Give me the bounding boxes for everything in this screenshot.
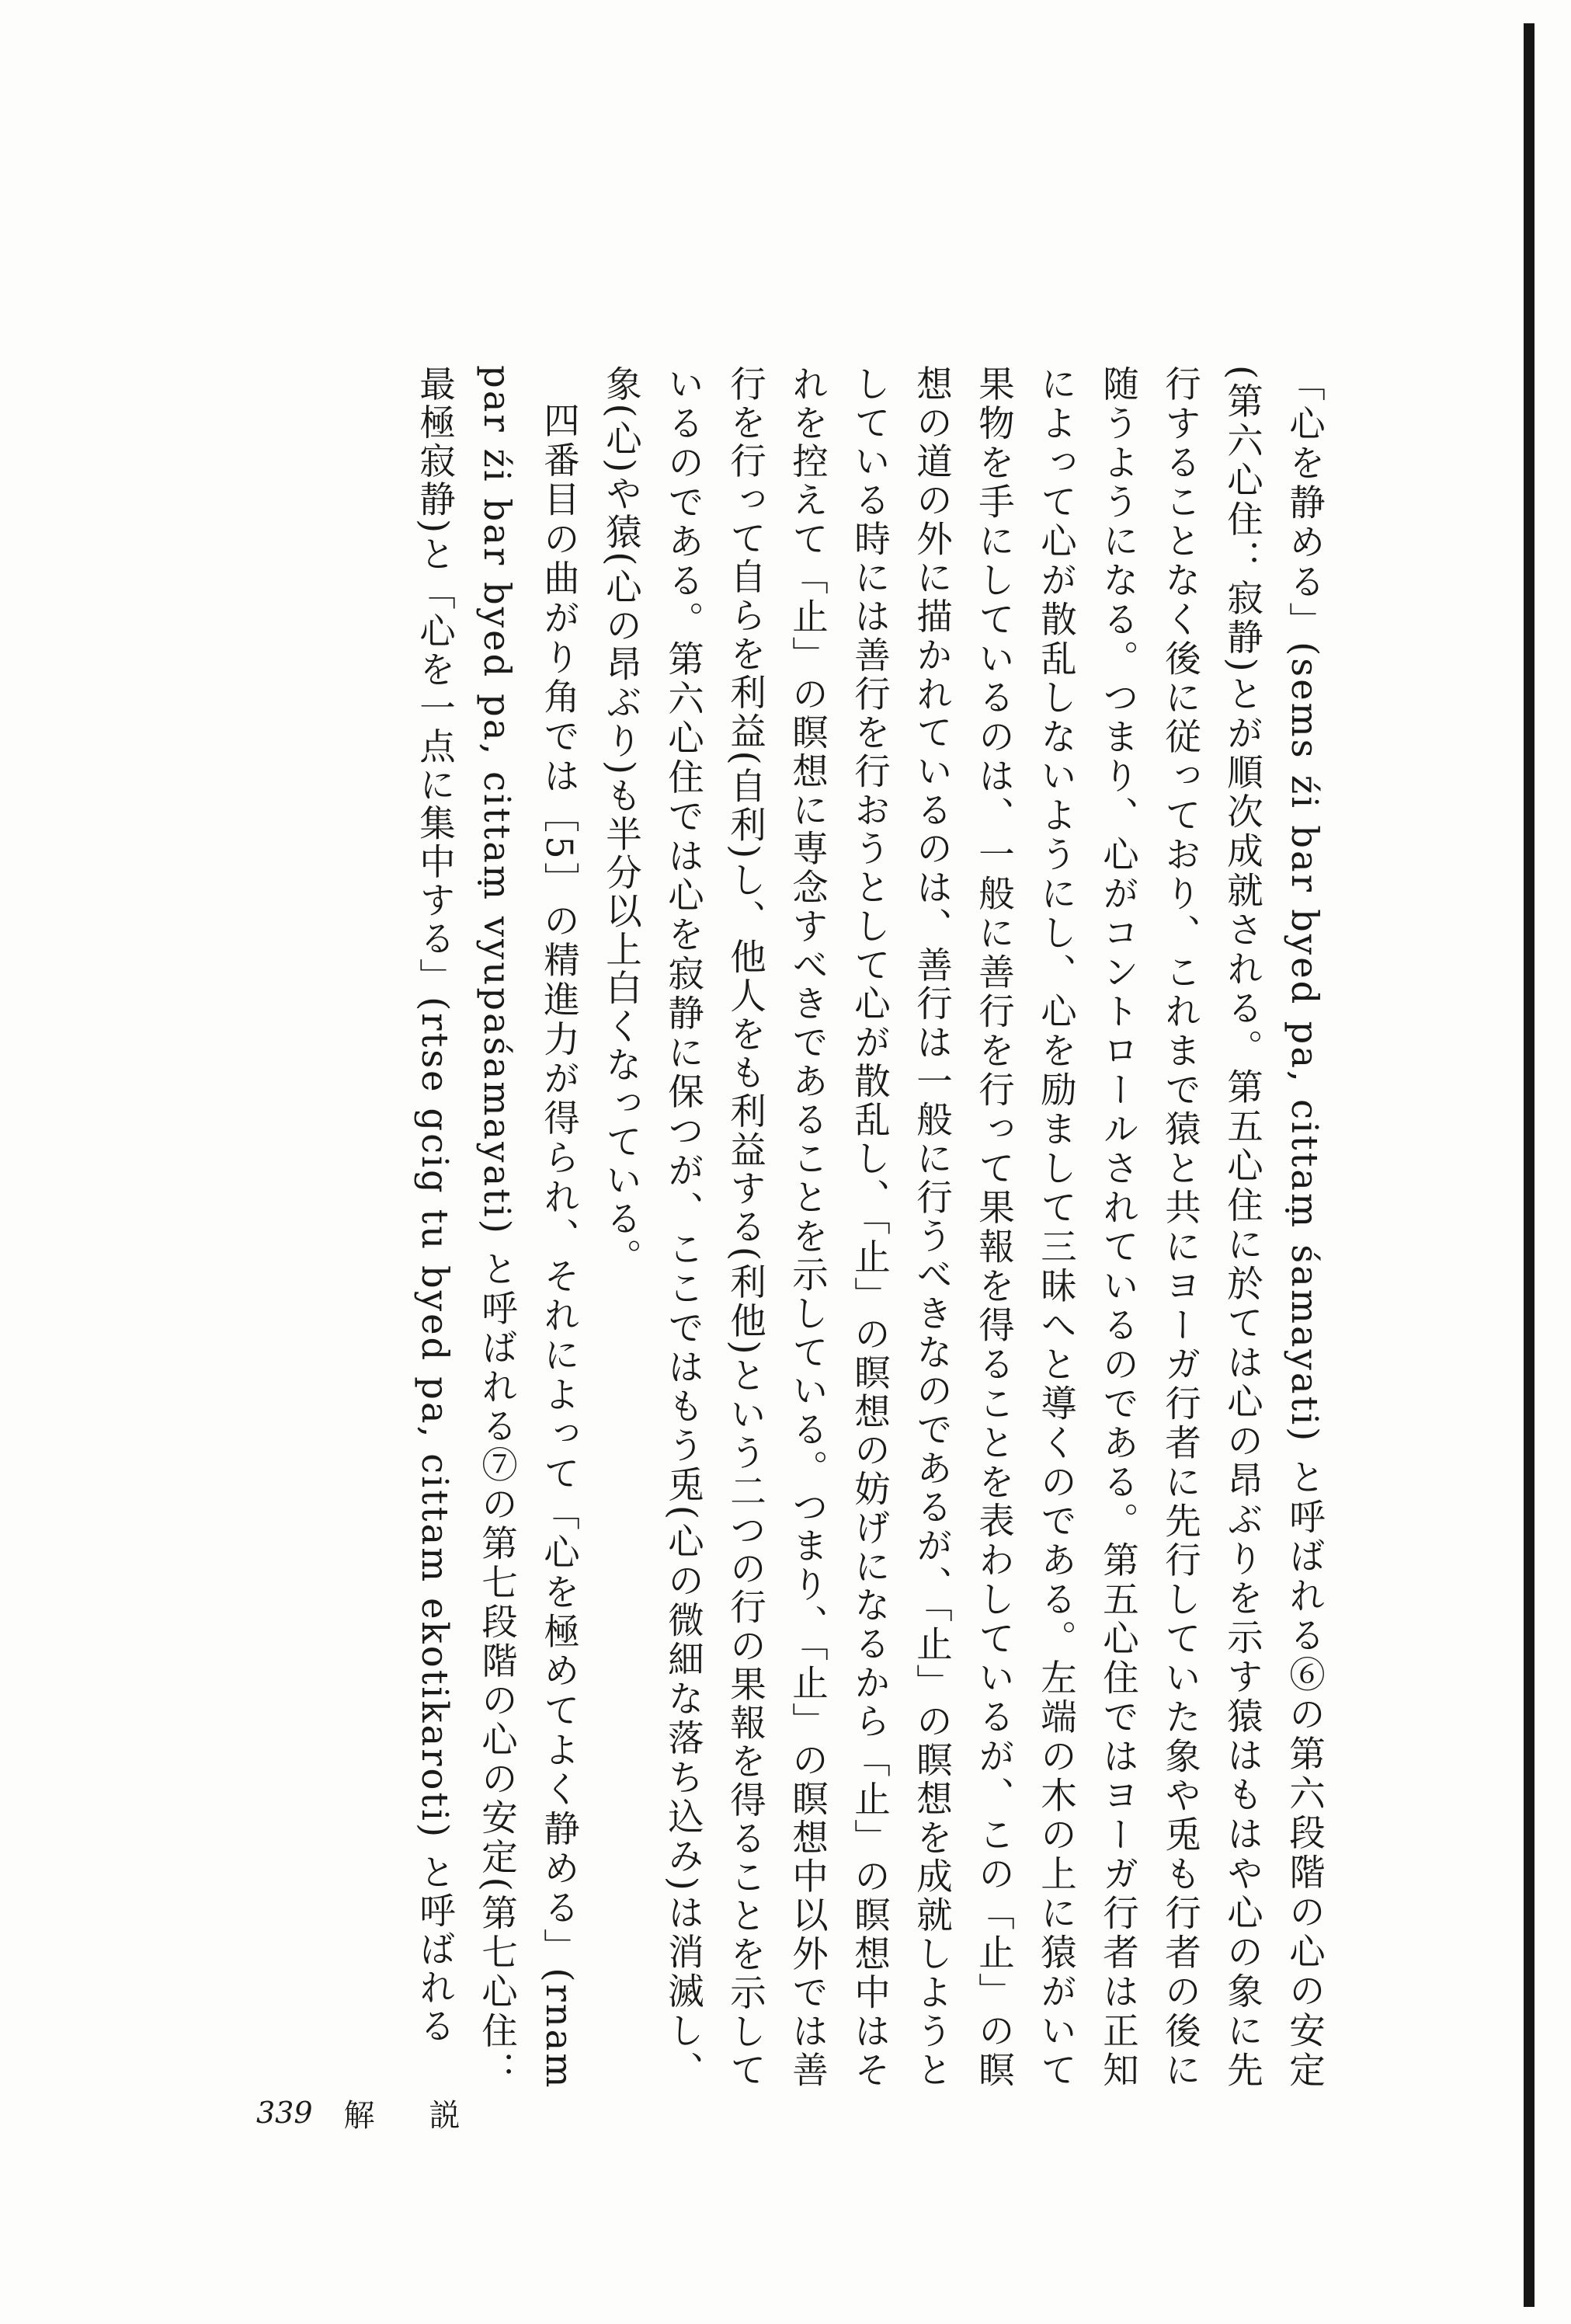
paragraph-2: 四番目の曲がり角では［5］の精進力が得られ、それによって「心を極めてよく静める」(rnam par źi bar byed pa, cittaṃ vyupaśamayati) と呼ばれる⑦の第七段階の心の安定(第七心住：最極寂静)と「心を一点に集中する」(rtse gcig tu byed pa, cittam ekotikaroti) と呼ばれる [414,365,580,2089]
page-footer [256,2089,515,2136]
page-number: 339 [256,2096,313,2130]
vertical-body-text [414,365,1336,2090]
running-head: 解説 [343,2097,515,2134]
page-edge-rule [1524,23,1535,2307]
paragraph-1: 「心を静める」(sems źi bar byed pa, cittaṃ śamayati) と呼ばれる⑥の第六段階の心の安定(第六心住：寂静)とが順次成就される。第五心住に於ては心の昂ぶりを示す猿はもはや心の象に先行することなく後に従っており、これまで猿と共にヨーガ行者に先行していた象や兎も行者の後に随うようになる。つまり、心がコントロールされているのである。第五心住ではヨーガ行者は正知によって心が散乱しないようにし、心を励まして三昧へと導くのである。左端の木の上に猿がいて果物を手にしているのは、一般に善行を行って果報を得ることを表わしているが、この「止」の瞑想の道の外に描かれているのは、善行は一般に行うべきなのであるが、「止」の瞑想を成就しようとしている時には善行を行おうとして心が散乱し、「止」の瞑想の妨げになるから「止」の瞑想中はそれを控えて「止」の瞑想に専念すべきであることを示している。つまり、「止」の瞑想中以外では善行を行って自らを利益(自利)し、他人をも利益する(利他)という二つの行の果報を得ることを示しているのである。第六心住では心を寂静に保つが、ここではもう兎(心の微細な落ち込み)は消滅し、象(心)や猿(心の昂ぶり)も半分以上白くなっている。 [600,365,1326,2090]
